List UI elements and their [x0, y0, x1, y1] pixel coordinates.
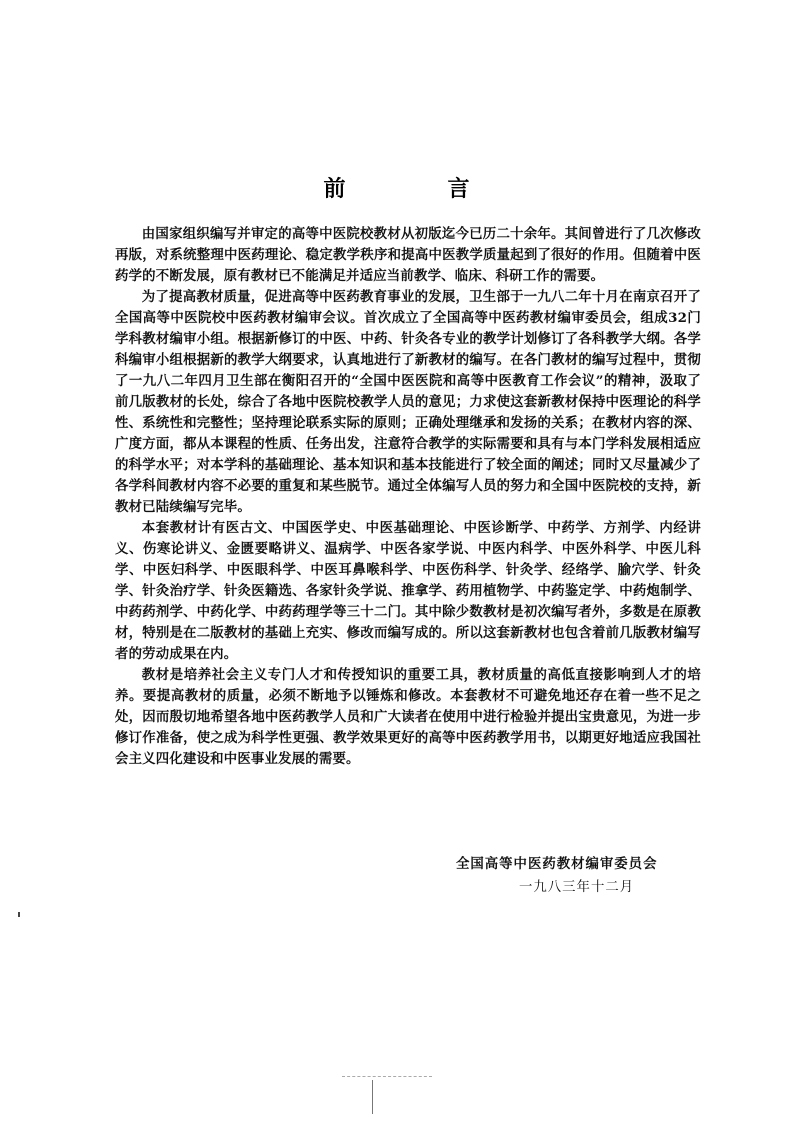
page-title: 前 言: [323, 177, 510, 202]
paragraph-4: 教材是培养社会主义专门人才和传授知识的重要工具，教材质量的高低直接影响到人才的培养。要提高教材的质量，必须不断地予以锤炼和修改。本套教材不可避免地还存在着一些不足之处，因而殷切地希望各地中医药教学人员和广大读者在使用中进行检验并提出宝贵意见，为进一步修订作准备，使之成为科学性更强、教学效果更好的高等中医药教学用书，以期更好地适应我国社会主义四化建设和中医事业发展的需要。: [115, 667, 701, 767]
signature-date: 一九八三年十二月: [519, 880, 635, 895]
paragraph-2: 为了提高教材质量，促进高等中医药教育事业的发展，卫生部于一九八二年十月在南京召开了全国高等中医院校中医药教材编审会议。首次成立了全国高等中医药教材编审委员会，组成32门学科教材编审小组。根据新修订的中医、中药、针灸各专业的教学计划修订了各科教学大纲。各学科编审小组根据新的教学大纲要求，认真地进行了新教材的编写。在各门教材的编写过程中，贯彻了一九八二年四月卫生部在衡阳召开的“全国中医医院和高等中医教育工作会议”的精神，汲取了前几版教材的长处，综合了各地中医院校教学人员的意见；力求使这套新教材保持中医理论的科学性、系统性和完整性；坚持理论联系实际的原则；正确处理继承和发扬的关系；在教材内容的深、广度方面，都从本课程的性质、任务出发，注意符合教学的实际需要和具有与本门学科发展相适应的科学水平；对本学科的基础理论、基本知识和基本技能进行了较全面的阐述；同时又尽量减少了各学科间教材内容不必要的重复和某些脱节。通过全体编写人员的努力和全国中医院校的支持，新教材已陆续编写完毕。: [115, 289, 701, 515]
preface-body: [115, 224, 701, 770]
scan-speck: [18, 912, 20, 917]
paragraph-1: 由国家组织编写并审定的高等中医院校教材从初版迄今已历二十余年。其间曾进行了几次修改再版，对系统整理中医药理论、稳定教学秩序和提高中医教学质量起到了很好的作用。但随着中医药学的不断发展，原有教材已不能满足并适应当前教学、临床、科研工作的需要。: [115, 226, 701, 284]
signature-organization: 全国高等中医药教材编审委员会: [456, 856, 658, 872]
paragraph-3: 本套教材计有医古文、中国医学史、中医基础理论、中医诊断学、中药学、方剂学、内经讲义、伤寒论讲义、金匮要略讲义、温病学、中医各家学说、中医内科学、中医外科学、中医儿科学、中医妇科学、中医眼科学、中医耳鼻喉科学、中医伤科学、针灸学、经络学、腧穴学、针灸学、针灸治疗学、针灸医籍选、各家针灸学说、推拿学、药用植物学、中药鉴定学、中药炮制学、中药药剂学、中药化学、中药药理学等三十二门。其中除少数教材是初次编写者外，多数是在原教材，特别是在二版教材的基础上充实、修改而编写成的。所以这套新教材也包含着前几版教材编写者的劳动成果在内。: [115, 520, 701, 662]
scan-dots: [342, 1076, 432, 1079]
scan-line: [372, 1080, 373, 1114]
